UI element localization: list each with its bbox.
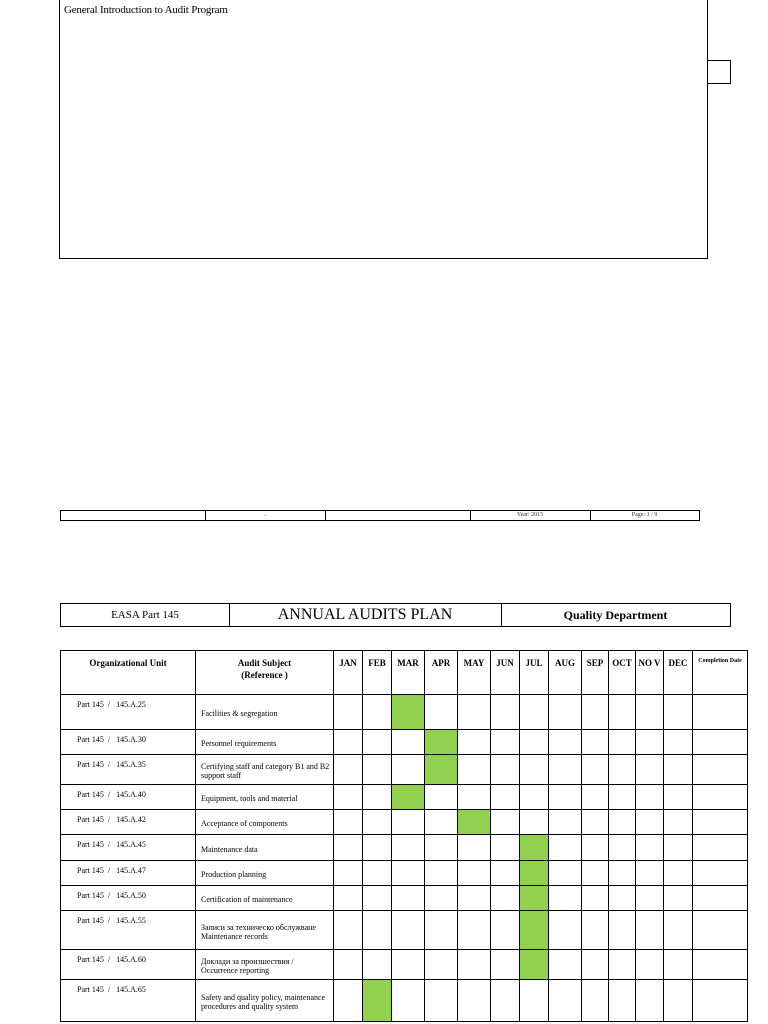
month-cell: [425, 950, 458, 980]
month-cell: [582, 861, 609, 886]
footer-cell: .: [205, 511, 326, 520]
month-cell: [491, 785, 520, 810]
org-unit-cell: [61, 695, 196, 730]
org-unit-cell: [61, 755, 196, 785]
month-cell: [664, 785, 693, 810]
col-header-month: NO V: [636, 651, 664, 695]
completion-date-cell: [693, 980, 748, 1022]
completion-date-cell: [693, 695, 748, 730]
month-cell: [392, 810, 425, 835]
month-cell: [582, 835, 609, 861]
month-cell: [609, 755, 636, 785]
footer-page: Page: 1 / 9: [631, 512, 658, 518]
month-cell: [425, 861, 458, 886]
audit-plan-table: [60, 650, 748, 1022]
completion-date-cell: [693, 886, 748, 911]
month-cell: [491, 950, 520, 980]
month-cell: [664, 950, 693, 980]
month-cell: [363, 695, 392, 730]
col-header-subject-line2: (Reference ): [241, 670, 288, 680]
month-cell: [609, 950, 636, 980]
table-row: [61, 950, 748, 980]
scheduled-month-cell: [520, 886, 549, 911]
month-cell: [334, 911, 363, 950]
month-cell: [609, 730, 636, 755]
month-cell: [334, 835, 363, 861]
scheduled-month-cell: [520, 911, 549, 950]
month-cell: [636, 785, 664, 810]
table-row: [61, 695, 748, 730]
plan-header: [60, 603, 731, 627]
side-marker-box: [707, 60, 731, 84]
month-cell: [636, 911, 664, 950]
col-header-subject-line1: Audit Subject: [237, 658, 292, 668]
month-cell: [549, 950, 582, 980]
month-cell: [609, 785, 636, 810]
month-cell: [458, 695, 491, 730]
month-cell: [363, 785, 392, 810]
month-cell: [664, 835, 693, 861]
month-cell: [582, 950, 609, 980]
col-header-month: JUL: [520, 651, 549, 695]
month-cell: [425, 810, 458, 835]
month-cell: [363, 950, 392, 980]
month-cell: [636, 695, 664, 730]
col-header-month: DEC: [664, 651, 693, 695]
month-cell: [363, 911, 392, 950]
org-unit-text: Part 145 / 145.A.45: [77, 840, 146, 849]
org-unit-text: Part 145 / 145.A.35: [77, 760, 146, 769]
month-cell: [636, 810, 664, 835]
month-cell: [363, 810, 392, 835]
month-cell: [609, 695, 636, 730]
month-cell: [458, 755, 491, 785]
month-cell: [664, 911, 693, 950]
scheduled-month-cell: [363, 980, 392, 1022]
month-cell: [609, 911, 636, 950]
month-cell: [609, 886, 636, 911]
table-row: [61, 911, 748, 950]
month-cell: [636, 950, 664, 980]
month-cell: [334, 755, 363, 785]
completion-date-cell: [693, 810, 748, 835]
org-unit-cell: [61, 810, 196, 835]
scheduled-month-cell: [425, 755, 458, 785]
month-cell: [664, 730, 693, 755]
table-row: [61, 730, 748, 755]
col-header-month: OCT: [609, 651, 636, 695]
month-cell: [392, 980, 425, 1022]
month-cell: [334, 886, 363, 911]
month-cell: [363, 730, 392, 755]
table-row: [61, 886, 748, 911]
month-cell: [425, 835, 458, 861]
completion-date-cell: [693, 785, 748, 810]
col-header-month: JUN: [491, 651, 520, 695]
col-header-unit: Organizational Unit: [61, 651, 196, 695]
month-cell: [609, 835, 636, 861]
month-cell: [664, 695, 693, 730]
month-cell: [609, 980, 636, 1022]
org-unit-text: Part 145 / 145.A.42: [77, 815, 146, 824]
audit-subject-cell: Certification of maintenance: [196, 886, 334, 911]
month-cell: [582, 695, 609, 730]
month-cell: [425, 911, 458, 950]
page-title: ANNUAL AUDITS PLAN: [229, 604, 502, 626]
month-cell: [582, 980, 609, 1022]
audit-subject-cell: Доклади за произшествия / Occurrence reporting: [196, 950, 334, 980]
month-cell: [582, 755, 609, 785]
month-cell: [491, 886, 520, 911]
month-cell: [491, 730, 520, 755]
month-cell: [491, 861, 520, 886]
audit-subject-cell: Production planning: [196, 861, 334, 886]
month-cell: [334, 861, 363, 886]
table-row: [61, 835, 748, 861]
month-cell: [458, 861, 491, 886]
org-unit-text: Part 145 / 145.A.65: [77, 985, 146, 994]
month-cell: [520, 755, 549, 785]
month-cell: [520, 695, 549, 730]
table-row: [61, 810, 748, 835]
org-unit-cell: [61, 980, 196, 1022]
month-cell: [491, 911, 520, 950]
org-unit-text: Part 145 / 145.A.30: [77, 735, 146, 744]
month-cell: [636, 730, 664, 755]
month-cell: [491, 755, 520, 785]
completion-date-cell: [693, 911, 748, 950]
audit-subject-cell: Записи за техническо обслужване Maintenance records: [196, 911, 334, 950]
col-header-month: MAY: [458, 651, 491, 695]
month-cell: [392, 730, 425, 755]
month-cell: [664, 980, 693, 1022]
month-cell: [549, 695, 582, 730]
org-unit-text: Part 145 / 145.A.40: [77, 790, 146, 799]
month-cell: [520, 785, 549, 810]
month-cell: [549, 911, 582, 950]
month-cell: [334, 730, 363, 755]
month-cell: [549, 730, 582, 755]
month-cell: [549, 835, 582, 861]
completion-date-cell: [693, 755, 748, 785]
table-row: [61, 755, 748, 785]
month-cell: [582, 810, 609, 835]
month-cell: [458, 980, 491, 1022]
audit-subject-cell: Maintenance data: [196, 835, 334, 861]
month-cell: [363, 835, 392, 861]
col-header-completion: Completion Date: [693, 651, 748, 695]
month-cell: [392, 835, 425, 861]
month-cell: [458, 785, 491, 810]
month-cell: [549, 980, 582, 1022]
month-cell: [425, 785, 458, 810]
col-header-month: FEB: [363, 651, 392, 695]
col-header-month: APR: [425, 651, 458, 695]
audit-subject-cell: Certifying staff and category B1 and B2 support staff: [196, 755, 334, 785]
header-standard: EASA Part 145: [61, 604, 230, 626]
completion-date-cell: [693, 730, 748, 755]
month-cell: [664, 755, 693, 785]
footer-cell: [325, 511, 471, 520]
org-unit-text: Part 145 / 145.A.25: [77, 700, 146, 709]
completion-date-cell: [693, 950, 748, 980]
month-cell: [549, 861, 582, 886]
scheduled-month-cell: [520, 861, 549, 886]
scheduled-month-cell: [392, 785, 425, 810]
month-cell: [549, 755, 582, 785]
scheduled-month-cell: [392, 695, 425, 730]
audit-subject-cell: Personnel requirements: [196, 730, 334, 755]
month-cell: [334, 950, 363, 980]
scheduled-month-cell: [520, 835, 549, 861]
audit-subject-cell: Acceptance of components: [196, 810, 334, 835]
table-row: [61, 861, 748, 886]
month-cell: [334, 810, 363, 835]
month-cell: [425, 980, 458, 1022]
table-header-row: [61, 651, 748, 695]
month-cell: [392, 861, 425, 886]
month-cell: [582, 911, 609, 950]
col-header-month: SEP: [582, 651, 609, 695]
month-cell: [392, 755, 425, 785]
audit-subject-cell: Equipment, tools and material: [196, 785, 334, 810]
month-cell: [392, 886, 425, 911]
audit-subject-cell: Safety and quality policy, maintenance procedures and quality system: [196, 980, 334, 1022]
month-cell: [458, 730, 491, 755]
month-cell: [491, 695, 520, 730]
month-cell: [392, 950, 425, 980]
scheduled-month-cell: [520, 950, 549, 980]
table-row: [61, 980, 748, 1022]
month-cell: [363, 755, 392, 785]
org-unit-text: Part 145 / 145.A.50: [77, 891, 146, 900]
month-cell: [636, 886, 664, 911]
month-cell: [458, 886, 491, 911]
footer-strip: [60, 510, 700, 521]
month-cell: [664, 810, 693, 835]
scheduled-month-cell: [458, 810, 491, 835]
month-cell: [520, 730, 549, 755]
col-header-month: JAN: [334, 651, 363, 695]
month-cell: [636, 980, 664, 1022]
footer-year: Year: 2015: [470, 511, 591, 520]
completion-date-cell: [693, 861, 748, 886]
month-cell: [363, 886, 392, 911]
month-cell: [491, 835, 520, 861]
month-cell: [334, 785, 363, 810]
org-unit-text: Part 145 / 145.A.47: [77, 866, 146, 875]
org-unit-cell: [61, 861, 196, 886]
footer-cell: [61, 511, 206, 520]
month-cell: [425, 695, 458, 730]
month-cell: [425, 886, 458, 911]
completion-date-cell: [693, 835, 748, 861]
month-cell: [334, 980, 363, 1022]
org-unit-cell: [61, 911, 196, 950]
col-header-month: MAR: [392, 651, 425, 695]
col-header-subject: [196, 651, 334, 695]
scheduled-month-cell: [425, 730, 458, 755]
org-unit-cell: [61, 950, 196, 980]
col-header-month: AUG: [549, 651, 582, 695]
month-cell: [458, 911, 491, 950]
month-cell: [582, 785, 609, 810]
month-cell: [609, 861, 636, 886]
org-unit-cell: [61, 785, 196, 810]
table-row: [61, 785, 748, 810]
intro-box: [59, 0, 708, 259]
month-cell: [491, 810, 520, 835]
org-unit-cell: [61, 730, 196, 755]
month-cell: [636, 755, 664, 785]
month-cell: [664, 861, 693, 886]
audit-subject-cell: Facilities & segregation: [196, 695, 334, 730]
org-unit-text: Part 145 / 145.A.60: [77, 955, 146, 964]
month-cell: [582, 730, 609, 755]
month-cell: [392, 911, 425, 950]
month-cell: [549, 810, 582, 835]
org-unit-text: Part 145 / 145.A.55: [77, 916, 146, 925]
month-cell: [549, 785, 582, 810]
month-cell: [636, 861, 664, 886]
month-cell: [520, 980, 549, 1022]
header-department: Quality Department: [563, 607, 668, 622]
month-cell: [582, 886, 609, 911]
month-cell: [458, 950, 491, 980]
intro-title: General Introduction to Audit Program: [64, 4, 228, 16]
org-unit-cell: [61, 886, 196, 911]
month-cell: [549, 886, 582, 911]
month-cell: [520, 810, 549, 835]
month-cell: [491, 980, 520, 1022]
month-cell: [609, 810, 636, 835]
org-unit-cell: [61, 835, 196, 861]
month-cell: [458, 835, 491, 861]
month-cell: [334, 695, 363, 730]
month-cell: [363, 861, 392, 886]
month-cell: [636, 835, 664, 861]
month-cell: [664, 886, 693, 911]
